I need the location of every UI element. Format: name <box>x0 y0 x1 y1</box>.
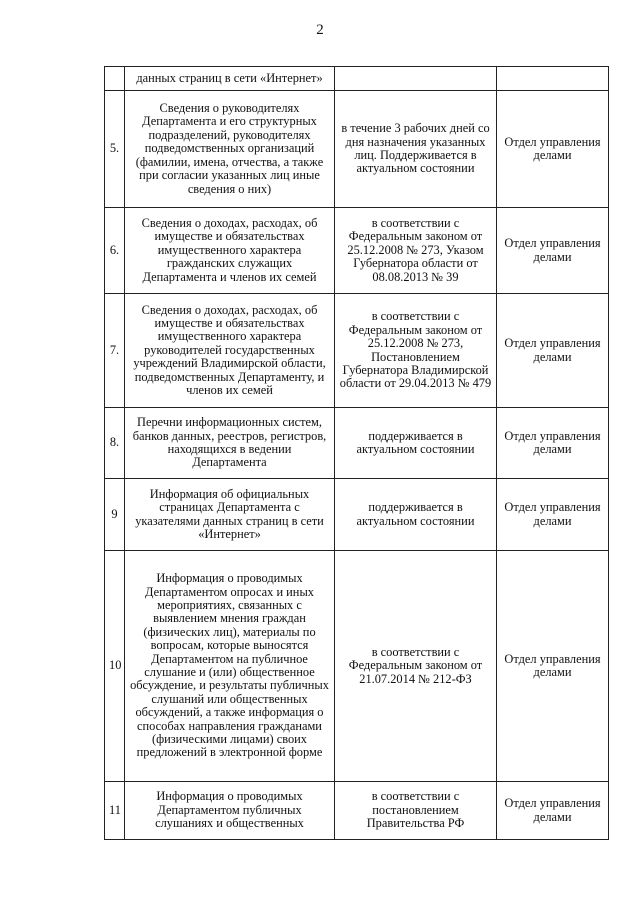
row-responsible: Отдел управления делами <box>497 408 609 479</box>
row-responsible: Отдел управления делами <box>497 479 609 551</box>
table-row <box>105 551 609 782</box>
row-deadline: в соответствии с Федеральным законом от 21.07.2014 № 212-ФЗ <box>335 551 497 782</box>
row-responsible: Отдел управления делами <box>497 91 609 208</box>
row-deadline: поддерживается в актуальном состоянии <box>335 408 497 479</box>
row-number: 11 <box>105 782 125 840</box>
table-row <box>105 479 609 551</box>
row-description: Перечни информационных систем, банков данных, реестров, регистров, находящихся в ведении Департамента <box>125 408 335 479</box>
document-table <box>104 66 609 840</box>
row-deadline: в соответствии с постановлением Правительства РФ <box>335 782 497 840</box>
row-deadline: в соответствии с Федеральным законом от 25.12.2008 № 273, Постановлением Губернатора Владимирской области от 29.04.2013 № 479 <box>335 294 497 408</box>
page-number: 2 <box>316 22 324 38</box>
row-number: 6. <box>105 208 125 294</box>
row-responsible: Отдел управления делами <box>497 782 609 840</box>
row-number: 7. <box>105 294 125 408</box>
table-row <box>105 294 609 408</box>
row-responsible: Отдел управления делами <box>497 208 609 294</box>
row-number <box>105 67 125 91</box>
row-responsible: Отдел управления делами <box>497 294 609 408</box>
row-deadline: в течение 3 рабочих дней со дня назначения указанных лиц. Поддерживается в актуальном состоянии <box>335 91 497 208</box>
table-row <box>105 408 609 479</box>
row-deadline <box>335 67 497 91</box>
row-description: Сведения о доходах, расходах, об имуществе и обязательствах имущественного характера руководителей государственных учреждений Владимирской области, подведомственных Департаменту, и членов их семей <box>125 294 335 408</box>
table-row <box>105 91 609 208</box>
row-deadline: в соответствии с Федеральным законом от 25.12.2008 № 273, Указом Губернатора области от 08.08.2013 № 39 <box>335 208 497 294</box>
row-description: Сведения о доходах, расходах, об имуществе и обязательствах имущественного характера гражданских служащих Департамента и членов их семей <box>125 208 335 294</box>
row-description: Информация об официальных страницах Департамента с указателями данных страниц в сети «Интернет» <box>125 479 335 551</box>
row-description: Сведения о руководителях Департамента и его структурных подразделений, руководителях подведомственных организаций (фамилии, имена, отчества, а также при согласии указанных лиц иные сведения о них) <box>125 91 335 208</box>
row-description: Информация о проводимых Департаментом публичных слушаниях и общественных <box>125 782 335 840</box>
row-number: 10 <box>105 551 125 782</box>
row-description: данных страниц в сети «Интернет» <box>125 67 335 91</box>
row-deadline: поддерживается в актуальном состоянии <box>335 479 497 551</box>
table-row <box>105 208 609 294</box>
table-row <box>105 782 609 840</box>
table-row <box>105 67 609 91</box>
row-number: 8. <box>105 408 125 479</box>
row-responsible: Отдел управления делами <box>497 551 609 782</box>
row-number: 9 <box>105 479 125 551</box>
row-responsible <box>497 67 609 91</box>
row-number: 5. <box>105 91 125 208</box>
row-description: Информация о проводимых Департаментом опросах и иных мероприятиях, связанных с выявлением мнения граждан (физических лиц), материалы по вопросам, которые выносятся Департаментом на публичное слушание и (или) общественное обсуждение, и результаты публичных слушаний или общественных обсуждений, а также информация о способах направления гражданами (физическими лицами) своих предложений в электронной форме <box>125 551 335 782</box>
